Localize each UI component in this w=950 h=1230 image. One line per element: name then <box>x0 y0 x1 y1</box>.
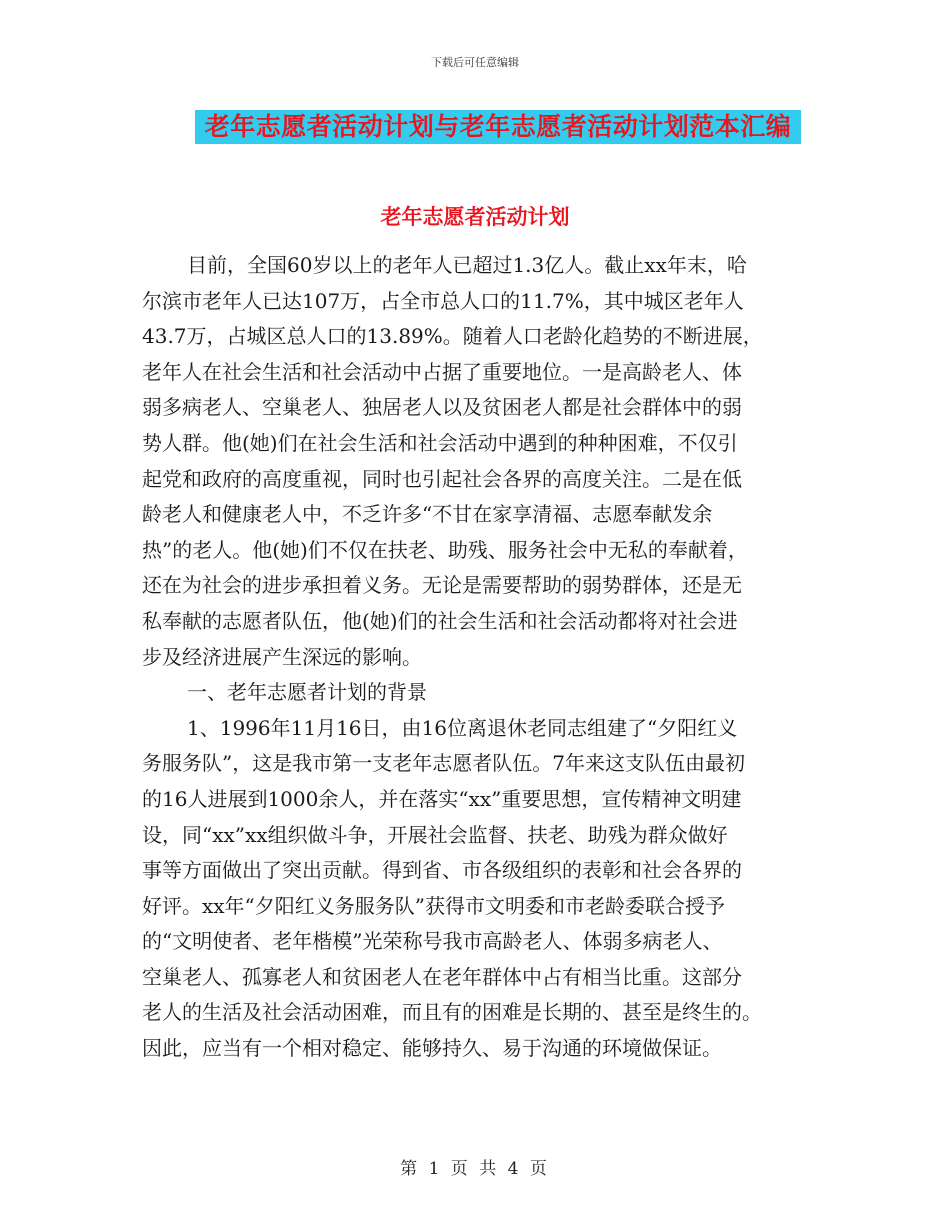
page-footer: 第 1 页 共 4 页 <box>400 1159 550 1179</box>
paragraph-line: 起党和政府的高度重视，同时也引起社会各界的高度关注。二是在低 <box>142 466 742 491</box>
paragraph-line: 的16人进展到1000余人，并在落实“xx”重要思想，宣传精神文明建 <box>142 786 742 811</box>
section-title: 老年志愿者活动计划 <box>380 205 570 229</box>
paragraph-line: 热”的老人。他(她)们不仅在扶老、助残、服务社会中无私的奉献着， <box>142 537 748 562</box>
header-note: 下载后可任意编辑 <box>431 56 519 69</box>
paragraph-line: 势人群。他(她)们在社会生活和社会活动中遇到的种种困难，不仅引 <box>142 430 738 455</box>
paragraph-line: 设，同“xx”xx组织做斗争，开展社会监督、扶老、助残为群众做好 <box>142 822 728 847</box>
document-title: 老年志愿者活动计划与老年志愿者活动计划范本汇编 <box>204 112 792 141</box>
paragraph-line: 目前，全国60岁以上的老年人已超过1.3亿人。截止xx年末，哈 <box>187 253 747 277</box>
paragraph-line: 43.7万，占城区总人口的13.89%。随着人口老龄化趋势的不断进展， <box>142 324 763 349</box>
paragraph-line: 还在为社会的进步承担着义务。无论是需要帮助的弱势群体，还是无 <box>142 573 742 598</box>
paragraph-line: 空巢老人、孤寡老人和贫困老人在老年群体中占有相当比重。这部分 <box>142 964 742 989</box>
paragraph-line: 因此，应当有一个相对稳定、能够持久、易于沟通的环境做保证。 <box>142 1036 722 1061</box>
paragraph-line: 的“文明使者、老年楷模”光荣称号我市高龄老人、体弱多病老人、 <box>142 929 723 954</box>
paragraph-line: 老人的生活及社会活动困难，而且有的困难是长期的、甚至是终生的。 <box>142 1000 762 1025</box>
paragraph-line: 事等方面做出了突出贡献。得到省、市各级组织的表彰和社会各界的 <box>142 858 742 883</box>
body-text <box>142 248 812 1067</box>
paragraph-line: 私奉献的志愿者队伍，他(她)们的社会生活和社会活动都将对社会进 <box>142 608 738 633</box>
paragraph-line: 尔滨市老年人已达107万，占全市总人口的11.7%，其中城区老年人 <box>142 288 744 313</box>
paragraph-line: 老年人在社会生活和社会活动中占据了重要地位。一是高龄老人、体 <box>142 359 742 384</box>
section-heading-line: 一、老年志愿者计划的背景 <box>187 680 427 705</box>
paragraph-line: 1、1996年11月16日，由16位离退休老同志组建了“夕阳红义 <box>187 715 738 740</box>
paragraph-line: 务服务队”，这是我市第一支老年志愿者队伍。7年来这支队伍由最初 <box>142 751 745 776</box>
paragraph-line: 龄老人和健康老人中，不乏许多“不甘在家享清福、志愿奉献发余 <box>142 502 713 527</box>
paragraph-line: 步及经济进展产生深远的影响。 <box>142 644 422 669</box>
paragraph-line: 好评。xx年“夕阳红义务服务队”获得市文明委和市老龄委联合授予 <box>142 893 726 918</box>
paragraph-line: 弱多病老人、空巢老人、独居老人以及贫困老人都是社会群体中的弱 <box>142 395 742 420</box>
